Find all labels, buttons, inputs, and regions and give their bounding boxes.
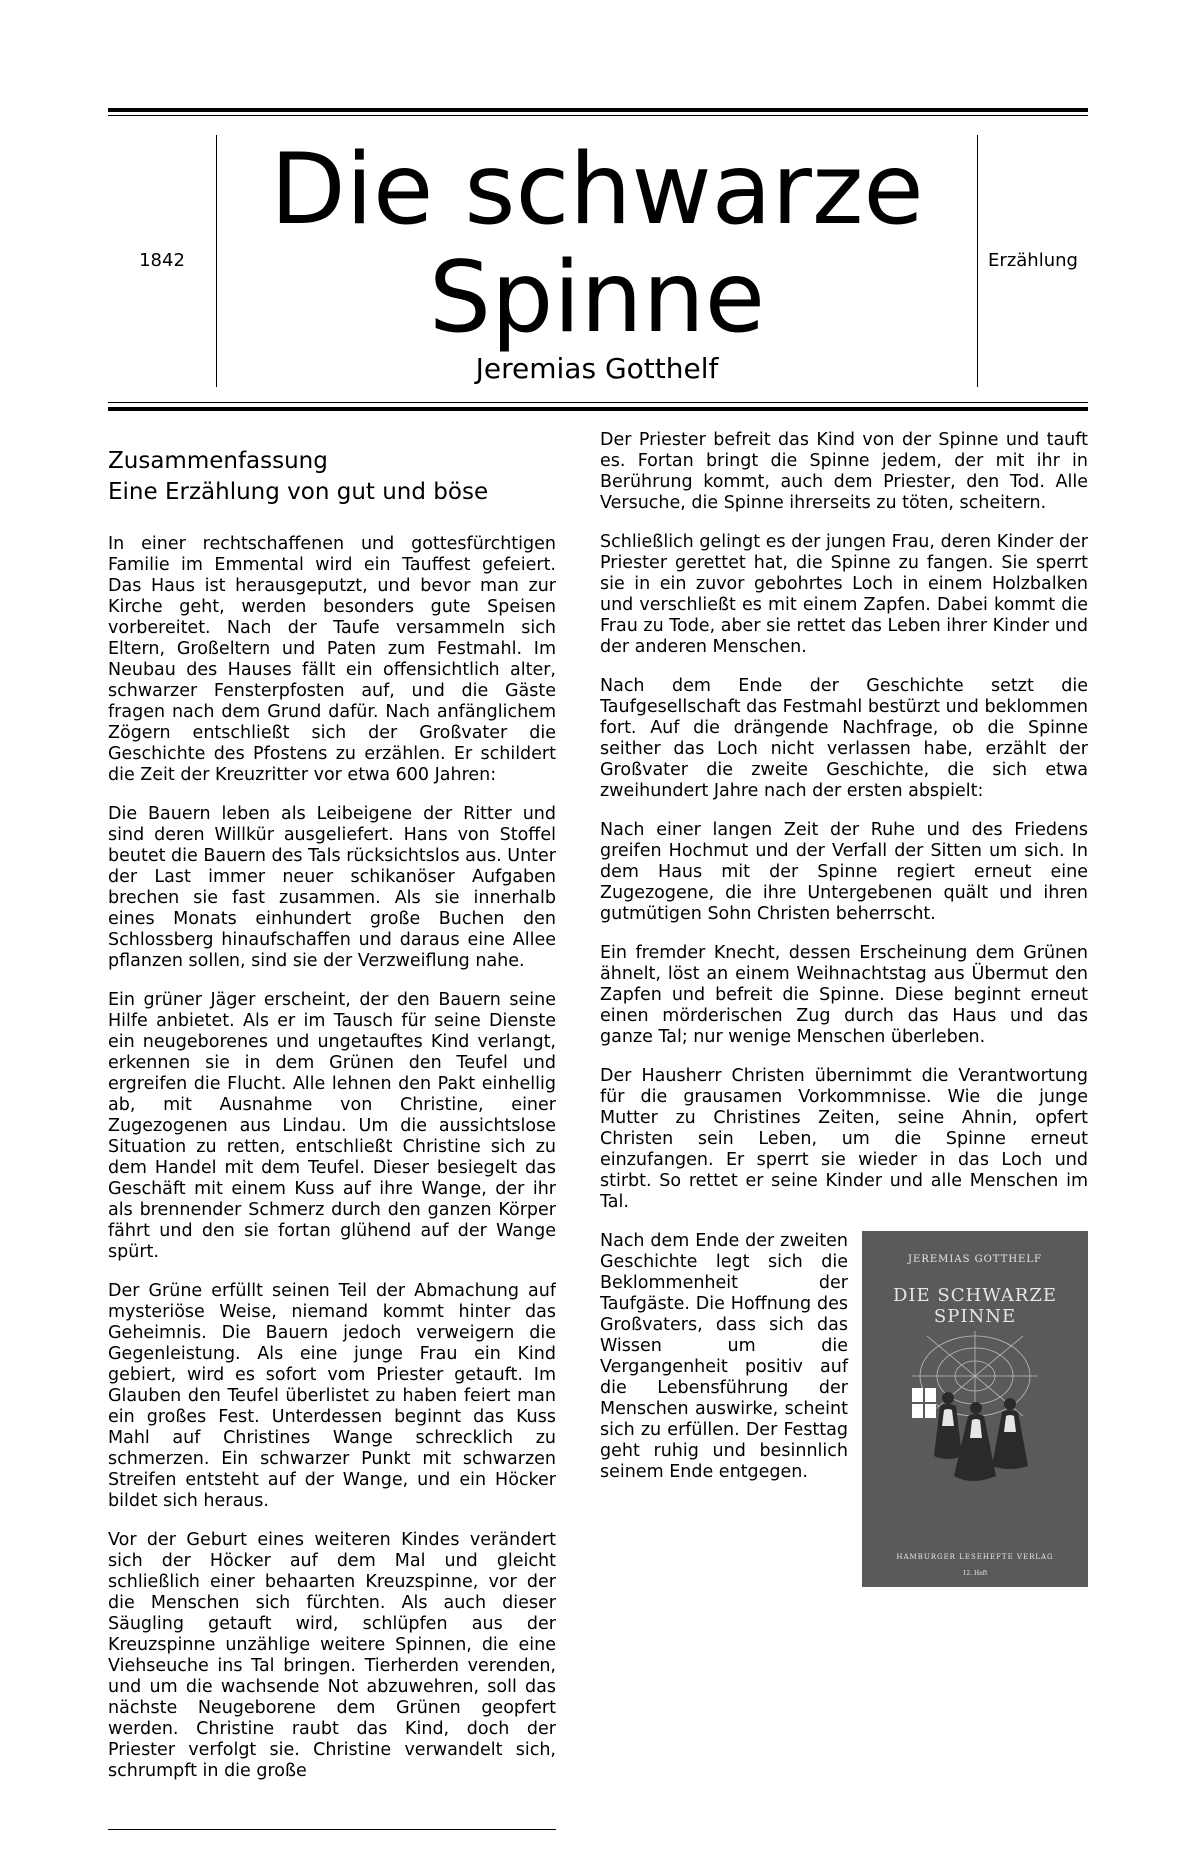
summary-heading: Zusammenfassung <box>108 448 328 474</box>
body-paragraph: Die Bauern leben als Leibeigene der Ritter und sind deren Willkür ausgeliefert. Hans von Stoffel beutet die Bauern des Tals rücksichtslos aus. Unter der Last immer neuer schikanöser Aufgaben brechen sie fast zusammen. Als sie innerhalb eines Monats einhundert große Buchen den Schlossberg hinaufschaffen und daraus eine Allee pflanzen sollen, sind sie der Verzweiflung nahe. <box>108 804 556 971</box>
author-name: Jeremias Gotthelf <box>475 352 719 385</box>
body-paragraph: Vor der Geburt eines weiteren Kindes verändert sich der Höcker auf dem Mal und gleicht schließlich einer behaarten Kreuzspinne, vor der die Menschen sich fürchten. Als auch dieser Säugling getauft wird, schlüpfen aus der Kreuzspinne unzählige weitere Spinnen, die eine Viehseuche ins Tal bringen. Tierherden verenden, und um die wachsende Not abzuwehren, soll das nächste Neugeborene dem Grünen geopfert werden. Christine raubt das Kind, doch der Priester verfolgt sie. Christine verwandelt sich, schrumpft in die große <box>108 1530 556 1781</box>
right-column <box>600 430 1088 1595</box>
page-title: Die schwarze Spinne <box>270 133 924 355</box>
body-paragraph: In einer rechtschaffenen und gottesfürchtigen Familie im Emmental wird ein Tauffest gefeiert. Das Haus ist herausgeputzt, und bevor man zur Kirche geht, werden besonders gute Speisen vorbereitet. Nach der Taufe versammeln sich Eltern, Großeltern und Paten zum Festmahl. Im Neubau des Hauses fällt ein offensichtlich alter, schwarzer Fensterpfosten auf, und die Gäste fragen nach dem Grund dafür. Nach anfänglichem Zögern entschließt sich der Großvater die Geschichte des Pfostens zu erzählen. Er schildert die Zeit der Kreuzritter vor etwa 600 Jahren: <box>108 534 556 785</box>
left-column <box>108 430 556 1828</box>
body-paragraph: Der Grüne erfüllt seinen Teil der Abmachung auf mysteriöse Weise, niemand kommt hinter das Geheimnis. Die Bauern jedoch verweigern die Gegenleistung. Als eine junge Frau ein Kind gebiert, wird es sofort vom Priester getauft. Im Glauben den Teufel überlistet zu haben feiert man ein großes Fest. Unterdessen beginnt das Kuss Mahl auf Christines Wange schrecklich zu schmerzen. Ein schwarzer Punkt mit schwarzen Streifen entsteht auf der Wange, und ein Höcker bildet sich heraus. <box>108 1281 556 1511</box>
summary-subheading: Eine Erzählung von gut und böse <box>108 479 489 505</box>
closing-paragraph: Nach dem Ende der zweiten Geschichte legt sich die Beklommenheit der Taufgäste. Die Hoffnung des Großvaters, dass sich das Wissen um die Vergangenheit positiv auf die Lebensführung der Menschen auswirke, scheint sich zu erfüllen. Der Festtag geht ruhig und besinnlich seinem Ende entgegen. <box>600 1231 848 1482</box>
masthead-rule-thin <box>108 402 1088 403</box>
masthead-rule-thick <box>108 407 1088 411</box>
publication-year: 1842 <box>139 250 185 271</box>
cover-author: JEREMIAS GOTTHELF <box>908 1254 1042 1265</box>
header-rule-thin <box>108 115 1088 116</box>
header-rule-thick <box>108 108 1088 112</box>
closing-paragraph-wrap <box>600 1231 1088 1577</box>
cover-number: 12. Heft <box>962 1570 988 1577</box>
body-paragraph: Der Hausherr Christen übernimmt die Verantwortung für die grausamen Vorkommnisse. Wie die junge Mutter zu Christines Zeiten, seine Ahnin, opfert Christen sein Leben, um die Spinne erneut einzufangen. Er sperrt sie wieder in das Loch und stirbt. So rettet er seine Kinder und alle Menschen im Tal. <box>600 1066 1088 1212</box>
cover-publisher: HAMBURGER LESEHEFTE VERLAG <box>896 1553 1054 1561</box>
body-paragraph: Nach dem Ende der Geschichte setzt die Taufgesellschaft das Festmahl bestürzt und beklommen fort. Auf die drängende Nachfrage, ob die Spinne seither das Loch nicht verlassen habe, erzählt der Großvater die zweite Geschichte, die sich etwa zweihundert Jahre nach der ersten abspielt: <box>600 676 1088 801</box>
column-footer-rule <box>108 1829 556 1830</box>
body-paragraph: Nach einer langen Zeit der Ruhe und des Friedens greifen Hochmut und der Verfall der Sitten um sich. In dem Haus mit der Spinne regiert erneut eine Zugezogene, die ihre Untergebenen quält und ihren gutmütigen Sohn Christen beherrscht. <box>600 820 1088 924</box>
genre-label: Erzählung <box>988 250 1078 271</box>
body-paragraph: Schließlich gelingt es der jungen Frau, deren Kinder der Priester gerettet hat, die Spinne zu fangen. Sie sperrt sie in ein zuvor gebohrtes Loch in einem Holzbalken und verschließt es mit einem Zapfen. Dabei kommt die Frau zu Tode, aber sie rettet das Leben ihrer Kinder und der anderen Menschen. <box>600 532 1088 657</box>
cover-title: DIE SCHWARZE SPINNE <box>892 1285 1057 1327</box>
body-paragraph: Ein grüner Jäger erscheint, der den Bauern seine Hilfe anbietet. Als er im Tausch für seine Dienste ein neugeborenes und ungetauftes Kind verlangt, erkennen sie in dem Grünen den Teufel und ergreifen die Flucht. Alle lehnen den Pakt einhellig ab, mit Ausnahme von Christine, einer Zugezogenen aus Lindau. Um die aussichtslose Situation zu retten, entschließt Christine sich zu dem Handel mit dem Teufel. Dieser besiegelt das Geschäft mit einem Kuss auf ihre Wange, der ihr als brennender Schmerz durch den ganzen Körper fährt und den sie fortan glühend auf der Wange spürt. <box>108 990 556 1262</box>
body-paragraph: Ein fremder Knecht, dessen Erscheinung dem Grünen ähnelt, löst an einem Weihnachtstag aus Übermut den Zapfen und befreit die Spinne. Diese beginnt erneut einen mörderischen Zug durch das Haus und das ganze Tal; nur wenige Menschen überleben. <box>600 943 1088 1047</box>
book-cover-image <box>862 1231 1088 1587</box>
body-paragraph: Der Priester befreit das Kind von der Spinne und tauft es. Fortan bringt die Spinne jedem, der mit ihr in Berührung kommt, auch dem Priester, den Tod. Alle Versuche, die Spinne ihrerseits zu töten, scheitern. <box>600 430 1088 513</box>
cover-illustration <box>892 1326 1058 1506</box>
